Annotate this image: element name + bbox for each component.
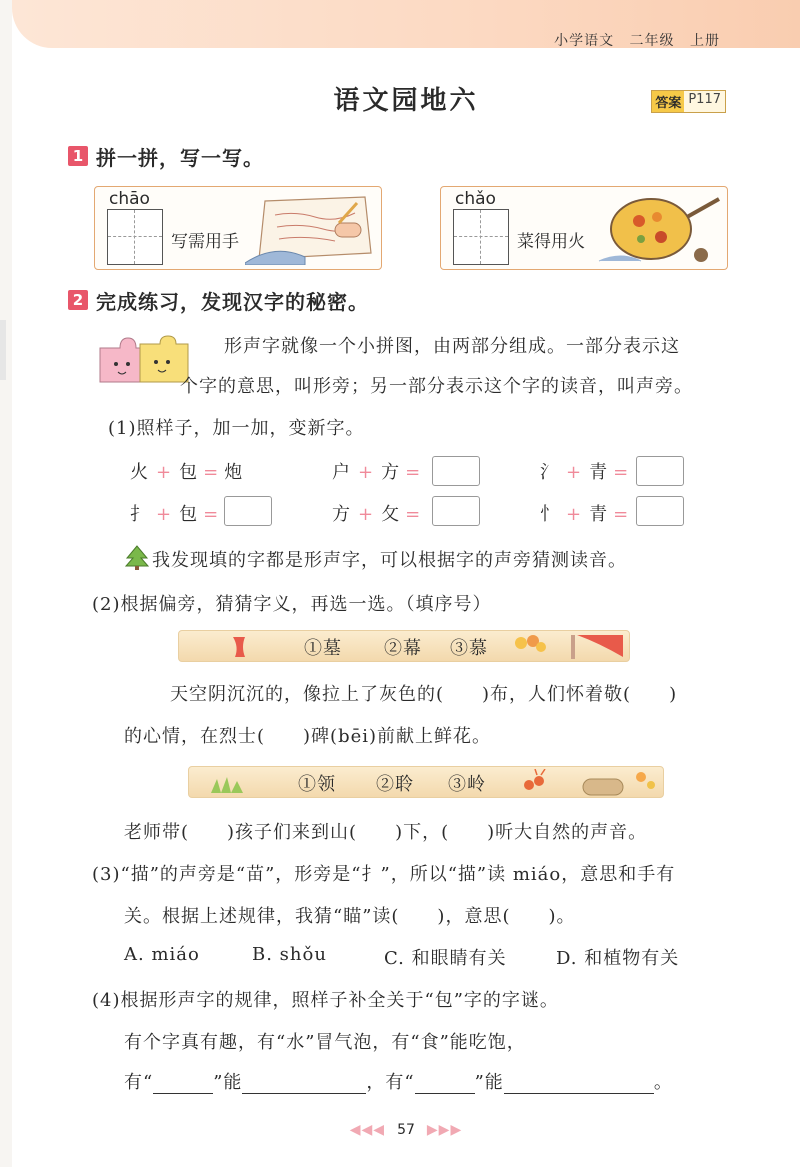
answer-label: 答案 <box>652 91 684 112</box>
q1-item-2-writing-box[interactable] <box>453 209 509 265</box>
flower-bouquet-icon <box>509 633 549 659</box>
header-info <box>544 30 720 50</box>
eq3-part-a: 氵 <box>540 462 558 483</box>
q2-part1-discovery: 我发现填的字都是形声字，可以根据字的声旁猜测读音。 <box>152 550 627 571</box>
answer-reference[interactable] <box>651 90 726 113</box>
choice-b: B. shǒu <box>252 944 327 965</box>
eq5-answer-box[interactable] <box>432 496 480 526</box>
equation-4 <box>130 500 224 526</box>
q1-item-1-writing-box[interactable] <box>107 209 163 265</box>
plus-sign: + <box>358 462 374 483</box>
grass-icon <box>209 773 249 795</box>
q1-item-1 <box>94 186 382 270</box>
eq4-part-a: 扌 <box>130 504 148 525</box>
choice-a: A. miáo <box>124 944 200 965</box>
page-title: 语文园地六 <box>333 86 479 116</box>
equal-sign: = <box>203 504 219 525</box>
equal-sign: = <box>405 462 421 483</box>
curtain-icon <box>231 635 257 659</box>
options-banner-2 <box>188 766 664 798</box>
q2-part4-line2 <box>124 1068 673 1094</box>
eq1-result: 炮 <box>224 462 243 483</box>
plus-sign: + <box>566 462 582 483</box>
option-1-1: ①墓 <box>304 638 342 659</box>
worksheet-page <box>12 0 800 1167</box>
equal-sign: = <box>613 462 629 483</box>
equal-sign: = <box>203 462 219 483</box>
left-binding-edge <box>0 320 6 380</box>
riddle-text-1: 有“ <box>124 1072 154 1093</box>
page-footer <box>12 1122 800 1138</box>
q2-sentence1-line1: 天空阴沉沉的，像拉上了灰色的( )布，人们怀着敬( ) <box>170 684 678 705</box>
option-1-2: ②幕 <box>384 638 422 659</box>
q1-item-1-phrase: 写需用手 <box>171 232 239 252</box>
q2-number: 2 <box>68 290 88 310</box>
cooking-wok-illustration <box>591 191 721 267</box>
choice-d: D. 和植物有关 <box>556 948 680 969</box>
riddle-blank-3[interactable] <box>415 1073 475 1094</box>
plus-sign: + <box>156 504 172 525</box>
option-1-3: ③慕 <box>450 638 488 659</box>
q2-intro-line1: 形声字就像一个小拼图，由两部分组成。一部分表示这 <box>224 336 680 357</box>
q2-title: 完成练习，发现汉字的秘密。 <box>96 290 369 314</box>
q1-number: 1 <box>68 146 88 166</box>
next-arrows-icon: ▶▶▶ <box>426 1122 463 1138</box>
eq5-part-b: 攵 <box>381 504 400 525</box>
eq6-part-a: 忄 <box>540 504 558 525</box>
equation-2 <box>332 458 426 484</box>
eq6-answer-box[interactable] <box>636 496 684 526</box>
q2-sentence2: 老师带( )孩子们来到山( )下，( )听大自然的声音。 <box>124 822 648 843</box>
option-2-2: ②聆 <box>376 774 414 795</box>
eq5-part-a: 方 <box>332 504 350 525</box>
q1-item-1-pinyin: chāo <box>109 189 150 209</box>
equation-5 <box>332 500 426 526</box>
eq1-part-a: 火 <box>130 462 148 483</box>
riddle-blank-4[interactable] <box>504 1073 654 1094</box>
option-2-3: ③岭 <box>448 774 486 795</box>
ant-icon <box>519 769 549 797</box>
tree-icon <box>124 544 150 570</box>
header-subject: 小学语文 <box>554 33 615 49</box>
riddle-text-2: ”能 <box>213 1072 243 1093</box>
plus-sign: + <box>358 504 374 525</box>
writing-hand-illustration <box>245 193 375 265</box>
header-grade: 二年级 <box>629 33 675 49</box>
equal-sign: = <box>613 504 629 525</box>
answer-page: P117 <box>688 92 721 107</box>
riddle-blank-1[interactable] <box>153 1073 213 1094</box>
equation-3 <box>540 458 634 484</box>
eq3-answer-box[interactable] <box>636 456 684 486</box>
q2-sentence1-line2: 的心情，在烈士( )碑(bēi)前献上鲜花。 <box>124 726 492 747</box>
riddle-text-5: 。 <box>653 1072 673 1093</box>
q1-item-2 <box>440 186 728 270</box>
eq4-part-b: 包 <box>179 504 198 525</box>
q1-item-2-pinyin: chǎo <box>455 189 496 209</box>
eq6-part-b: 青 <box>589 504 608 525</box>
riddle-blank-2[interactable] <box>242 1073 366 1094</box>
equation-1 <box>130 458 242 484</box>
eq2-part-a: 户 <box>332 462 350 483</box>
scroll-and-flowers-icon <box>581 769 657 797</box>
header-volume: 上册 <box>690 33 720 49</box>
eq1-part-b: 包 <box>179 462 198 483</box>
eq4-answer-box[interactable] <box>224 496 272 526</box>
q2-part4-title: (4)根据形声字的规律，照样子补全关于“包”字的字谜。 <box>92 990 559 1011</box>
q1-item-2-phrase: 菜得用火 <box>517 232 585 252</box>
q2-part4-line1: 有个字真有趣，有“水”冒气泡，有“食”能吃饱， <box>124 1032 526 1053</box>
q2-part3-line2: 关。根据上述规律，我猜“瞄”读( )，意思( )。 <box>124 906 576 927</box>
q2-intro-line2: 个字的意思，叫形旁；另一部分表示这个字的读音，叫声旁。 <box>180 376 693 397</box>
q2-part2-title: (2)根据偏旁，猜猜字义，再选一选。（填序号） <box>92 594 492 615</box>
eq2-answer-box[interactable] <box>432 456 480 486</box>
q1-title: 拼一拼，写一写。 <box>96 146 264 170</box>
plus-sign: + <box>156 462 172 483</box>
prev-arrows-icon: ◀◀◀ <box>349 1122 386 1138</box>
equation-6 <box>540 500 634 526</box>
q2-part1-title: (1)照样子，加一加，变新字。 <box>108 418 365 439</box>
equal-sign: = <box>405 504 421 525</box>
plus-sign: + <box>566 504 582 525</box>
riddle-text-3: ，有“ <box>366 1072 415 1093</box>
page-number: 57 <box>397 1122 415 1138</box>
choice-c: C. 和眼睛有关 <box>384 948 507 969</box>
q2-part3-line1: (3)“描”的声旁是“苗”，形旁是“扌”，所以“描”读 miáo，意思和手有 <box>92 864 676 885</box>
option-2-1: ①领 <box>298 774 336 795</box>
riddle-text-4: ”能 <box>474 1072 504 1093</box>
eq2-part-b: 方 <box>381 462 400 483</box>
eq3-part-b: 青 <box>589 462 608 483</box>
curtain-right-icon <box>569 633 625 659</box>
